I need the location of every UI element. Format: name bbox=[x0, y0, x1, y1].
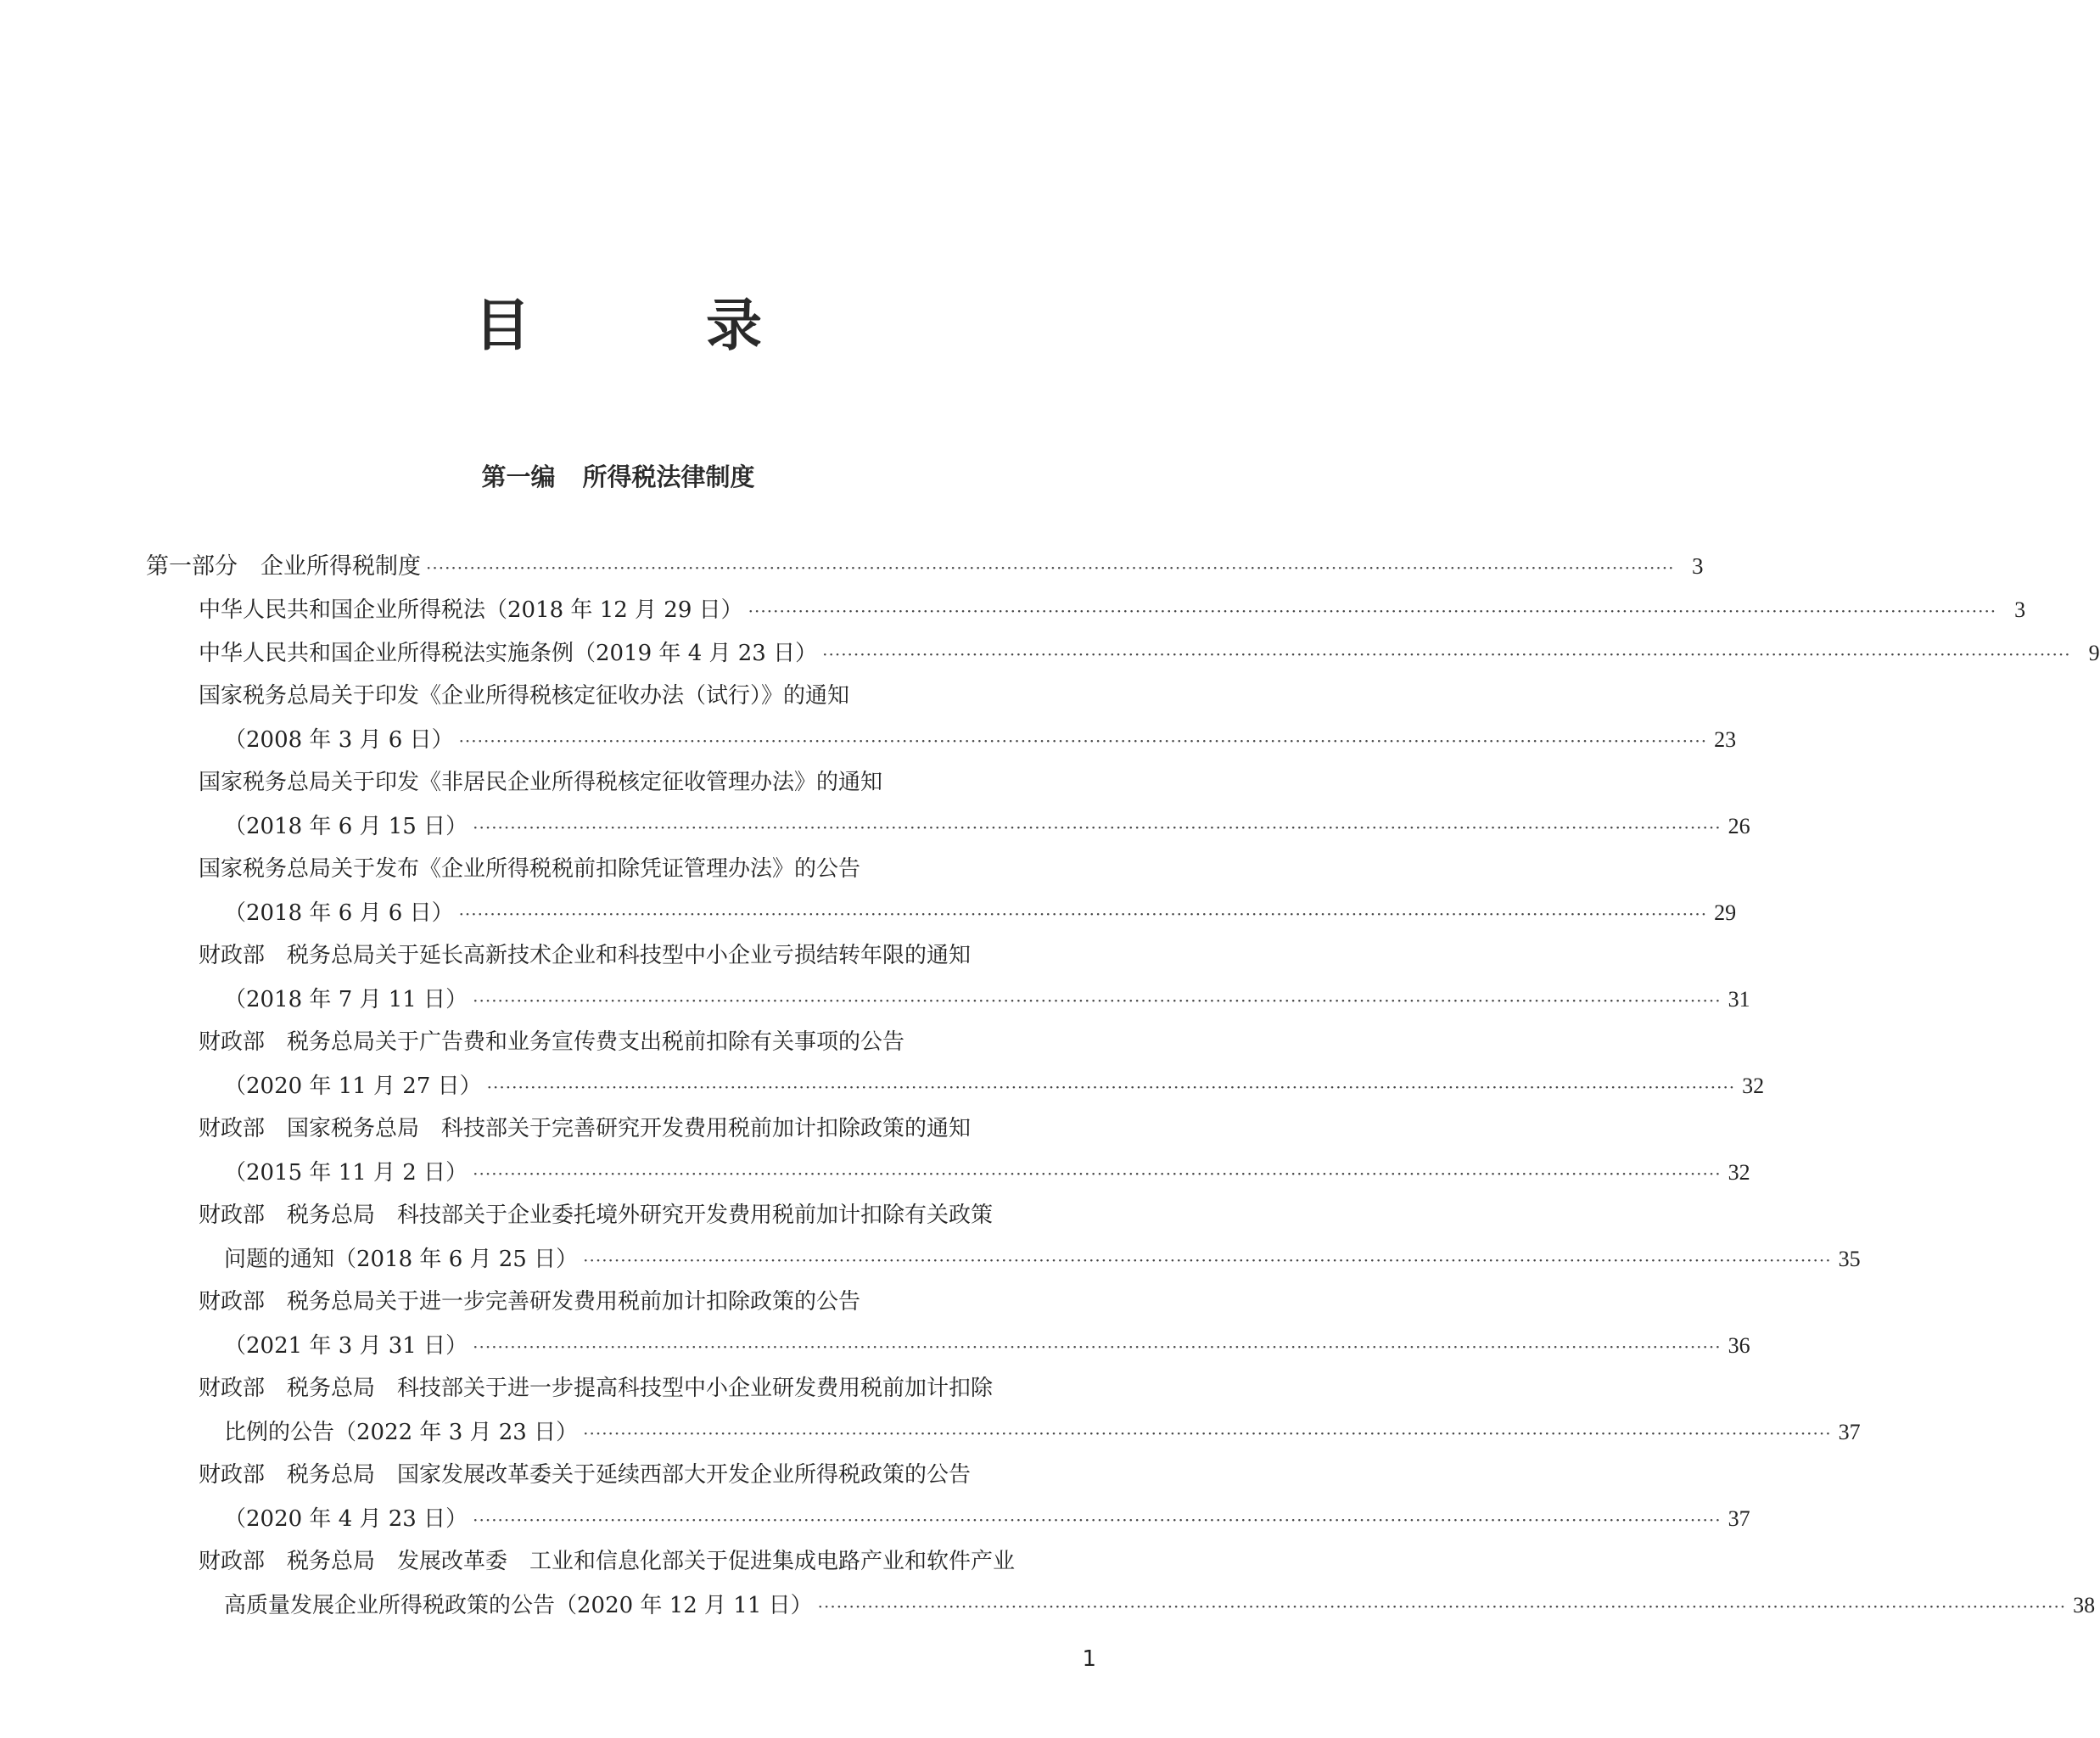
toc-entry-title: （2018 年 6 月 6 日） bbox=[224, 900, 454, 926]
toc-page-number: 37 bbox=[1728, 1506, 1750, 1531]
page-number: 1 bbox=[1082, 1646, 1096, 1672]
toc-entry[interactable] bbox=[146, 1281, 1105, 1324]
section-name: 所得税法律制度 bbox=[582, 463, 755, 491]
toc-entry-title: 财政部 国家税务总局 科技部关于完善研究开发费用税前加计扣除政策的通知 bbox=[199, 1116, 972, 1141]
toc-entry[interactable] bbox=[146, 631, 2100, 675]
toc-entry-title: 问题的通知（2018 年 6 月 25 日） bbox=[224, 1247, 579, 1272]
toc-entry-title: （2015 年 11 月 2 日） bbox=[224, 1160, 468, 1186]
toc-entry[interactable] bbox=[146, 848, 1105, 891]
dot-leader: ········································································································································································································ bbox=[822, 644, 2071, 664]
toc-entry[interactable] bbox=[146, 978, 1750, 1021]
toc-entry[interactable] bbox=[146, 1367, 1105, 1410]
toc-entry-title: 财政部 税务总局 科技部关于进一步提高科技型中小企业研发费用税前加计扣除 bbox=[199, 1376, 994, 1401]
toc-page-number: 23 bbox=[1714, 727, 1737, 752]
page-title: 目 录 bbox=[474, 293, 840, 358]
toc-entry-title: （2021 年 3 月 31 日） bbox=[224, 1333, 468, 1359]
toc-entry[interactable] bbox=[146, 1107, 1105, 1151]
toc-entry[interactable] bbox=[146, 1584, 2096, 1627]
toc-entry-title: 财政部 税务总局 国家发展改革委关于延续西部大开发企业所得税政策的公告 bbox=[199, 1462, 972, 1488]
dot-leader: ········································································································································································································ bbox=[426, 558, 1675, 578]
toc-part-heading[interactable] bbox=[146, 545, 1704, 588]
toc-entry[interactable] bbox=[146, 1324, 1750, 1367]
toc-entry-title: 中华人民共和国企业所得税法实施条例（2019 年 4 月 23 日） bbox=[199, 641, 818, 666]
toc-entry-title: 高质量发展企业所得税政策的公告（2020 年 12 月 11 日） bbox=[224, 1593, 813, 1618]
toc-entry[interactable] bbox=[146, 805, 1750, 848]
dot-leader: ········································································································································································································ bbox=[817, 1596, 2067, 1617]
toc-entry[interactable] bbox=[146, 1064, 1765, 1107]
toc-entry[interactable] bbox=[146, 1410, 1861, 1454]
toc-page-number: 3 bbox=[2014, 597, 2026, 622]
toc-entry[interactable] bbox=[146, 588, 2026, 631]
dot-leader: ········································································································································································································ bbox=[583, 1423, 1832, 1444]
toc-entry[interactable] bbox=[146, 761, 1105, 805]
dot-leader: ········································································································································································································ bbox=[458, 904, 1708, 924]
toc-entry[interactable] bbox=[146, 1454, 1105, 1497]
dot-leader: ········································································································································································································ bbox=[486, 1077, 1736, 1097]
toc-entry-title: （2008 年 3 月 6 日） bbox=[224, 727, 454, 753]
toc-entry[interactable] bbox=[146, 934, 1105, 978]
dot-leader: ········································································································································································································ bbox=[748, 601, 1997, 621]
toc-entry-title: （2020 年 11 月 27 日） bbox=[224, 1074, 482, 1099]
dot-leader: ········································································································································································································ bbox=[473, 1510, 1722, 1530]
toc-entry-title: 国家税务总局关于印发《企业所得税核定征收办法（试行）》的通知 bbox=[199, 683, 850, 709]
toc-entry-title: 财政部 税务总局关于进一步完善研发费用税前加计扣除政策的公告 bbox=[199, 1289, 861, 1315]
dot-leader: ········································································································································································································ bbox=[473, 1337, 1722, 1357]
toc-entry[interactable] bbox=[146, 1194, 1105, 1237]
toc-page-number: 31 bbox=[1728, 987, 1750, 1012]
section-title bbox=[0, 458, 1236, 493]
toc-entry-title: 财政部 税务总局 科技部关于企业委托境外研究开发费用税前加计扣除有关政策 bbox=[199, 1203, 994, 1228]
toc-entry[interactable] bbox=[146, 1497, 1750, 1540]
toc-entry-title: 财政部 税务总局 发展改革委 工业和信息化部关于促进集成电路产业和软件产业 bbox=[199, 1549, 1016, 1574]
toc-entry-title: 国家税务总局关于印发《非居民企业所得税核定征收管理办法》的通知 bbox=[199, 770, 883, 795]
toc-entry[interactable] bbox=[146, 675, 1105, 718]
toc-entry-title: 中华人民共和国企业所得税法（2018 年 12 月 29 日） bbox=[199, 597, 743, 623]
toc-page-number: 32 bbox=[1742, 1074, 1765, 1098]
toc-page-number: 38 bbox=[2073, 1593, 2096, 1617]
toc-entry-title: （2020 年 4 月 23 日） bbox=[224, 1506, 468, 1532]
toc-entry[interactable] bbox=[146, 1540, 1105, 1584]
toc-entry-title: 第一部分 企业所得税制度 bbox=[146, 553, 421, 580]
toc-entry[interactable] bbox=[146, 1151, 1750, 1194]
toc-entry-title: 财政部 税务总局关于延长高新技术企业和科技型中小企业亏损结转年限的通知 bbox=[199, 943, 972, 968]
toc-page-number: 35 bbox=[1838, 1247, 1861, 1271]
toc-entry[interactable] bbox=[146, 891, 1737, 934]
section-label: 第一编 bbox=[481, 463, 556, 491]
table-of-contents bbox=[146, 545, 2100, 1627]
toc-page-number: 9 bbox=[2088, 641, 2100, 665]
toc-entry-title: 比例的公告（2022 年 3 月 23 日） bbox=[224, 1420, 579, 1445]
dot-leader: ········································································································································································································ bbox=[458, 731, 1708, 751]
toc-page-number: 29 bbox=[1714, 900, 1737, 925]
dot-leader: ········································································································································································································ bbox=[473, 1163, 1722, 1184]
dot-leader: ········································································································································································································ bbox=[473, 817, 1722, 838]
toc-entry-title: 财政部 税务总局关于广告费和业务宣传费支出税前扣除有关事项的公告 bbox=[199, 1029, 905, 1055]
toc-entry[interactable] bbox=[146, 718, 1737, 761]
toc-page-number: 32 bbox=[1728, 1160, 1750, 1185]
toc-entry-title: （2018 年 6 月 15 日） bbox=[224, 814, 468, 839]
dot-leader: ········································································································································································································ bbox=[583, 1250, 1832, 1270]
dot-leader: ········································································································································································································ bbox=[473, 990, 1722, 1011]
toc-entry-title: （2018 年 7 月 11 日） bbox=[224, 987, 468, 1012]
toc-entry[interactable] bbox=[146, 1021, 1105, 1064]
toc-entry[interactable] bbox=[146, 1237, 1861, 1281]
toc-page-number: 37 bbox=[1838, 1420, 1861, 1444]
toc-page-number: 36 bbox=[1728, 1333, 1750, 1358]
toc-entry-title: 国家税务总局关于发布《企业所得税税前扣除凭证管理办法》的公告 bbox=[199, 856, 861, 882]
toc-page-number: 3 bbox=[1691, 553, 1704, 579]
toc-page-number: 26 bbox=[1728, 814, 1750, 838]
